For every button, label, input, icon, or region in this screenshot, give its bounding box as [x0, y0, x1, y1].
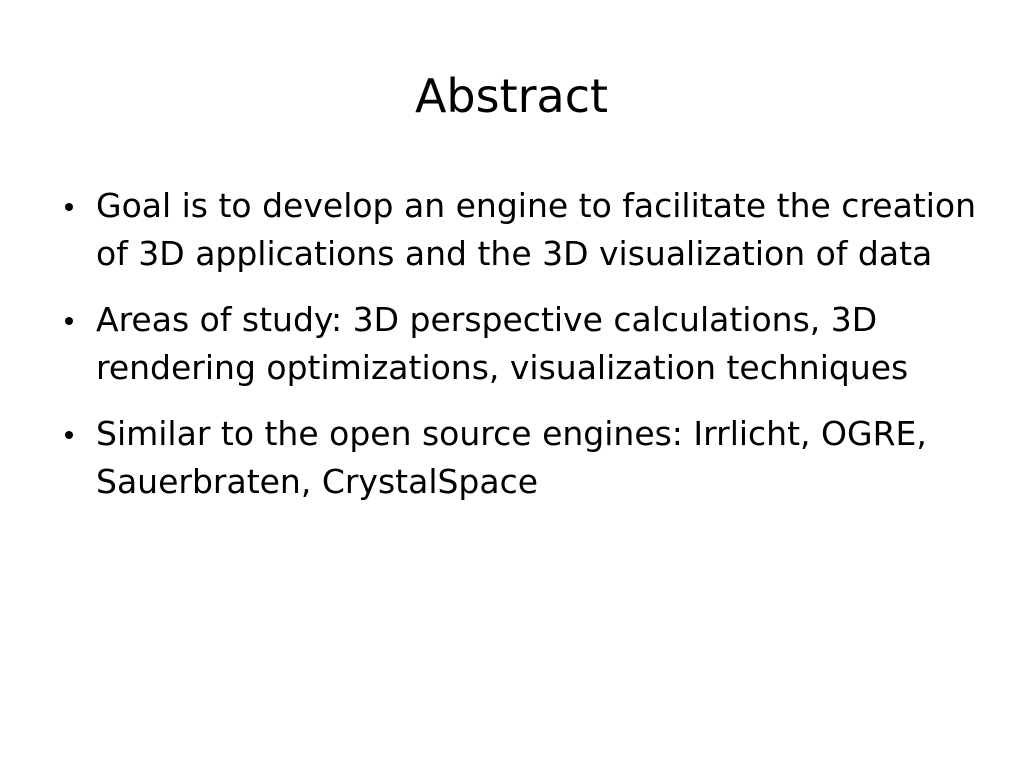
bullet-text: Similar to the open source engines: Irrlicht, OGRE, Sauerbraten, CrystalSpace — [96, 414, 927, 501]
bullet-dot-icon — [65, 317, 73, 325]
bullet-list — [60, 182, 980, 524]
bullet-text: Areas of study: 3D perspective calculations, 3D rendering optimizations, visualization techniques — [96, 300, 909, 387]
bullet-item — [60, 182, 980, 278]
bullet-dot-icon — [65, 431, 73, 439]
bullet-item — [60, 410, 980, 506]
bullet-item — [60, 296, 980, 392]
slide-title: Abstract — [414, 69, 609, 123]
bullet-dot-icon — [65, 203, 73, 211]
bullet-text: Goal is to develop an engine to facilitate the creation of 3D applications and the 3D visualization of data — [96, 186, 977, 273]
